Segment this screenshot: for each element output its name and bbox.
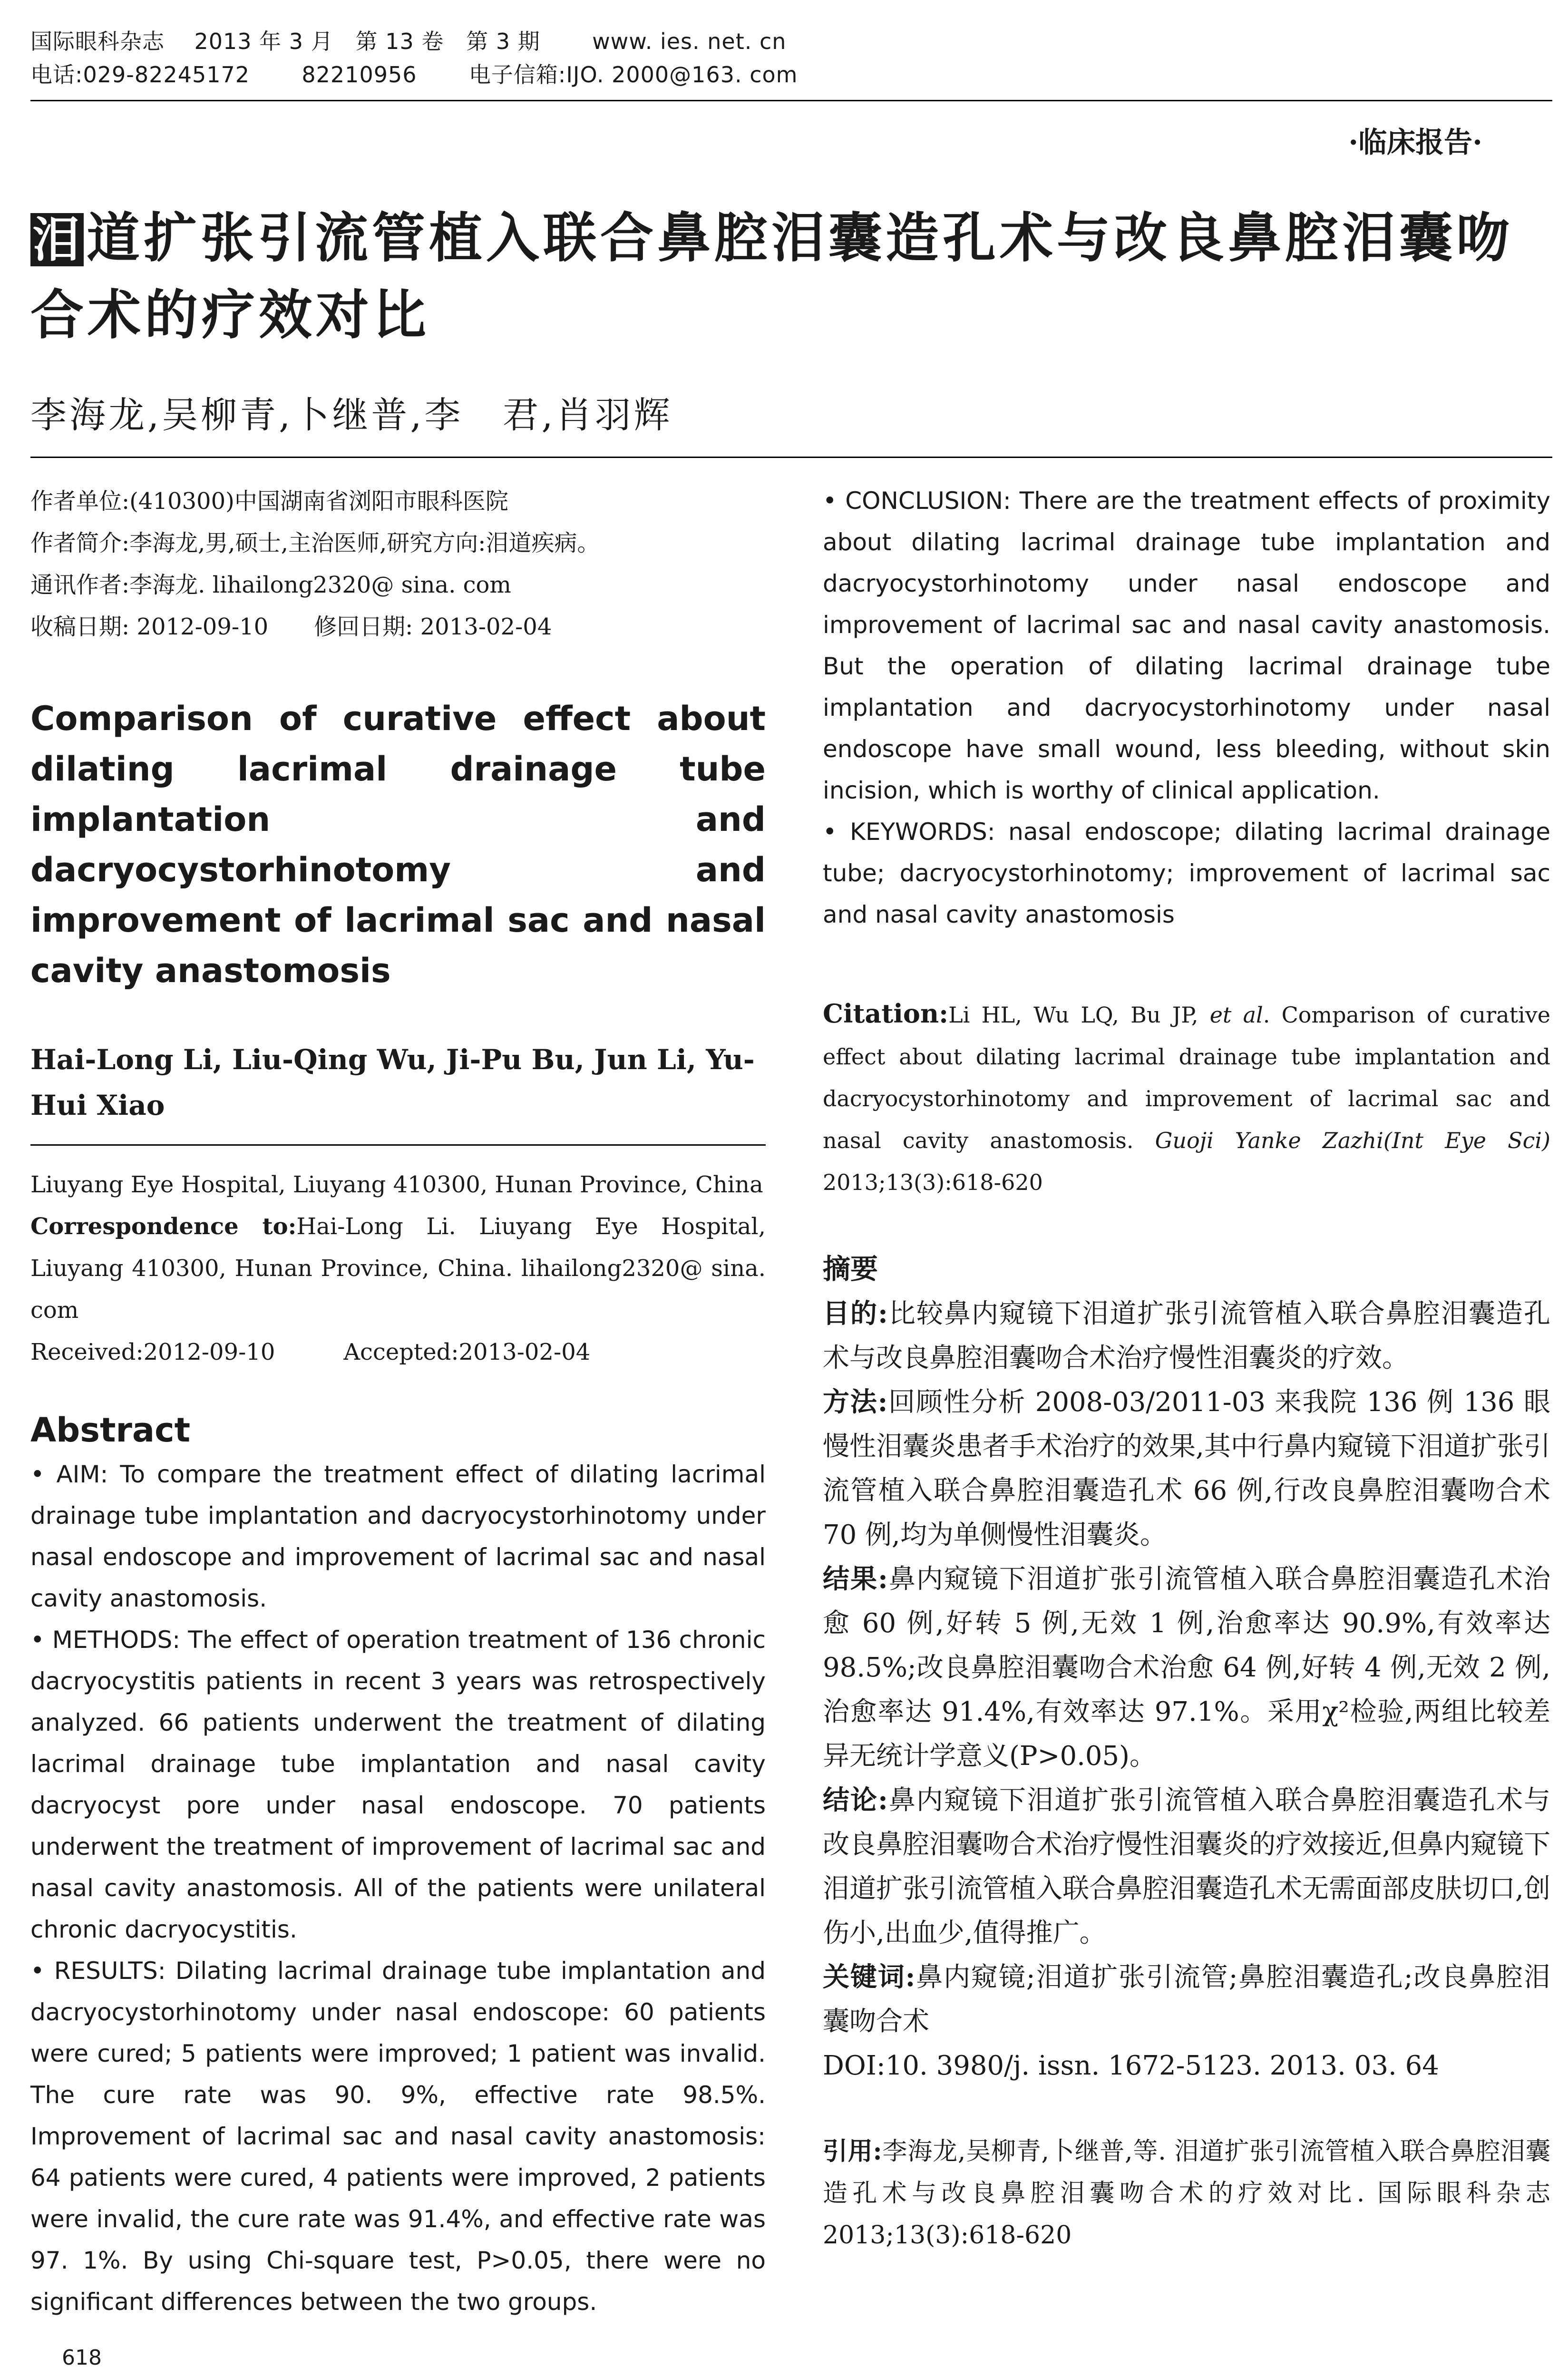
- affiliation-block: [30, 1164, 766, 1373]
- citation-en-volume: 2013;13(3):618-620: [823, 1169, 1043, 1195]
- cn-conclusion-text: 鼻内窥镜下泪道扩张引流管植入联合鼻腔泪囊造孔术与改良鼻腔泪囊吻合术治疗慢性泪囊炎的疗效接近,但鼻内窥镜下泪道扩张引流管植入联合鼻腔泪囊造孔术无需面部皮肤切口,创伤小,出血少,值得推广。: [823, 1785, 1551, 1948]
- citation-cn-label: 引用:: [823, 2137, 882, 2166]
- aim-text: To compare the treatment effect of dilating lacrimal drainage tube implantation and dacryocystorhinotomy under nasal endoscope and improvement of lacrimal sac and nasal cavity anastomosis.: [30, 1461, 766, 1612]
- methods-label: • METHODS:: [30, 1626, 181, 1654]
- citation-en-etal: et al: [1209, 1002, 1263, 1028]
- correspondence-label: Correspondence to:: [30, 1213, 297, 1240]
- methods-text: The effect of operation treatment of 136 chronic dacryocystitis patients in recent 3 years was retrospectively analyzed. 66 patients underwent the treatment of dilating lacrimal drainage tube implantation and nasal cavity dacryocyst pore under nasal endoscope. 70 patients underwent the treatment of improvement of lacrimal sac and nasal cavity anastomosis. All of the patients were unilateral chronic dacryocystitis.: [30, 1626, 766, 1943]
- meta-bio: 作者简介:李海龙,男,硕士,主治医师,研究方向:泪道疾病。: [30, 530, 600, 556]
- english-authors: Hai-Long Li, Liu-Qing Wu, Ji-Pu Bu, Jun Li, Yu-Hui Xiao: [30, 1043, 755, 1121]
- title-first-char: 泪: [32, 212, 80, 268]
- doi: DOI:10. 3980/j. issn. 1672-5123. 2013. 03. 64: [823, 2050, 1439, 2081]
- cn-methods-label: 方法:: [823, 1386, 888, 1418]
- authors-cn: 李海龙,吴柳青,卜继普,李 君,肖羽辉: [30, 394, 673, 436]
- abstract-heading: Abstract: [30, 1411, 191, 1450]
- header-line-2: 电话:029-82245172 82210956 电子信箱:IJO. 2000@163. com: [30, 62, 798, 88]
- citation-cn: [823, 2131, 1550, 2256]
- meta-affiliation: 作者单位:(410300)中国湖南省浏阳市眼科医院: [30, 488, 508, 515]
- left-column: [30, 480, 766, 2323]
- author-meta: [30, 480, 766, 648]
- page-number: 618: [62, 2346, 102, 2370]
- citation-en-journal: Guoji Yanke Zazhi(Int Eye Sci): [1155, 1128, 1550, 1153]
- abstract-en-right: [823, 480, 1550, 935]
- meta-dates: 收稿日期: 2012-09-10 修回日期: 2013-02-04: [30, 614, 552, 640]
- cn-keywords-text: 鼻内窥镜;泪道扩张引流管;鼻腔泪囊造孔;改良鼻腔泪囊吻合术: [823, 1962, 1550, 2037]
- cn-keywords-label: 关键词:: [823, 1961, 915, 1993]
- citation-en: [823, 993, 1550, 1203]
- conclusion-text: There are the treatment effects of proximity about dilating lacrimal drainage tube implantation and dacryocystorhinotomy under nasal endoscope and improvement of lacrimal sac and nasal cavity anastomosis. But the operation of dilating lacrimal drainage tube implantation and dacryocystorhinotomy under nasal endoscope have small wound, less bleeding, without skin incision, which is worthy of clinical application.: [823, 487, 1550, 804]
- journal-header: [30, 25, 1548, 91]
- correspondence-text: Hai-Long Li. Liuyang Eye Hospital, Liuyang 410300, Hunan Province, China. lihailong2320@ sina. com: [30, 1213, 766, 1324]
- cn-results-text: 鼻内窥镜下泪道扩张引流管植入联合鼻腔泪囊造孔术治愈 60 例,好转 5 例,无效 1 例,治愈率达 90.9%,有效率达 98.5%;改良鼻腔泪囊吻合术治愈 64 例,好转 4 例,无效 2 例,治愈率达 91.4%,有效率达 97.1%。采用χ²检验,两组比较差异无统计学意义(P>0.05)。: [823, 1564, 1551, 1772]
- received-accepted: Received:2012-09-10 Accepted:2013-02-04: [30, 1339, 591, 1365]
- affiliation-line: Liuyang Eye Hospital, Liuyang 410300, Hunan Province, China: [30, 1171, 763, 1198]
- section-label: ·临床报告·: [1348, 126, 1482, 159]
- article-title: [30, 200, 1552, 354]
- cn-aim-label: 目的:: [823, 1298, 888, 1329]
- keywords-label: • KEYWORDS:: [823, 818, 995, 846]
- citation-en-title: . Comparison of curative effect about dilating lacrimal drainage tube implantation and dacryocystorhinotomy and improvement of lacrimal sac and nasal cavity anastomosis.: [823, 1002, 1550, 1153]
- conclusion-label: • CONCLUSION:: [823, 487, 1011, 515]
- results-label: • RESULTS:: [30, 1957, 166, 1985]
- cn-methods-text: 回顾性分析 2008-03/2011-03 来我院 136 例 136 眼慢性泪囊炎患者手术治疗的效果,其中行鼻内窥镜下泪道扩张引流管植入联合鼻腔泪囊造孔术 66 例,行改良鼻腔泪囊吻合术 70 例,均为单侧慢性泪囊炎。: [823, 1387, 1550, 1550]
- cn-results-label: 结果:: [823, 1563, 888, 1595]
- meta-corresponding: 通讯作者:李海龙. lihailong2320@ sina. com: [30, 572, 511, 598]
- right-column: [823, 480, 1550, 2256]
- keywords-text: nasal endoscope; dilating lacrimal drainage tube; dacryocystorhinotomy; improvement of lacrimal sac and nasal cavity anastomosis: [823, 818, 1550, 928]
- aim-label: • AIM:: [30, 1461, 108, 1488]
- header-line-1: 国际眼科杂志 2013 年 3 月 第 13 卷 第 3 期 www. ies. net. cn: [30, 29, 787, 54]
- abstract-cn-heading: 摘要: [823, 1253, 878, 1285]
- cn-conclusion-label: 结论:: [823, 1784, 888, 1816]
- english-title: Comparison of curative effect about dilating lacrimal drainage tube implantation and dacryocystorhinotomy and improvement of lacrimal sac and nasal cavity anastomosis: [30, 699, 766, 990]
- citation-en-label: Citation:: [823, 998, 949, 1029]
- authors-en-rule: [30, 1128, 766, 1146]
- citation-cn-text: 李海龙,吴柳青,卜继普,等. 泪道扩张引流管植入联合鼻腔泪囊造孔术与改良鼻腔泪囊吻合术的疗效对比. 国际眼科杂志 2013;13(3):618-620: [823, 2137, 1550, 2250]
- abstract-en-left: [30, 1454, 766, 2323]
- article-title-text: 道扩张引流管植入联合鼻腔泪囊造孔术与改良鼻腔泪囊吻合术的疗效对比: [30, 207, 1513, 346]
- results-text: Dilating lacrimal drainage tube implantation and dacryocystorhinotomy under nasal endoscope: 60 patients were cured; 5 patients were improved; 1 patient was invalid. The cure rate was 90. 9%, effective rate 98.5%. Improvement of lacrimal sac and nasal cavity anastomosis: 64 patients were cured, 4 patients were improved, 2 patients were invalid, the cure rate was 91.4%, and effective rate was 97. 1%. By using Chi-square test, P>0.05, there were no significant differences between the two groups.: [30, 1957, 766, 2316]
- cn-aim-text: 比较鼻内窥镜下泪道扩张引流管植入联合鼻腔泪囊造孔术与改良鼻腔泪囊吻合术治疗慢性泪囊炎的疗效。: [823, 1298, 1551, 1374]
- header-rule: [30, 100, 1552, 101]
- citation-en-authors: Li HL, Wu LQ, Bu JP,: [948, 1002, 1198, 1028]
- authors-rule: [30, 457, 1552, 458]
- abstract-cn: [823, 1292, 1550, 2088]
